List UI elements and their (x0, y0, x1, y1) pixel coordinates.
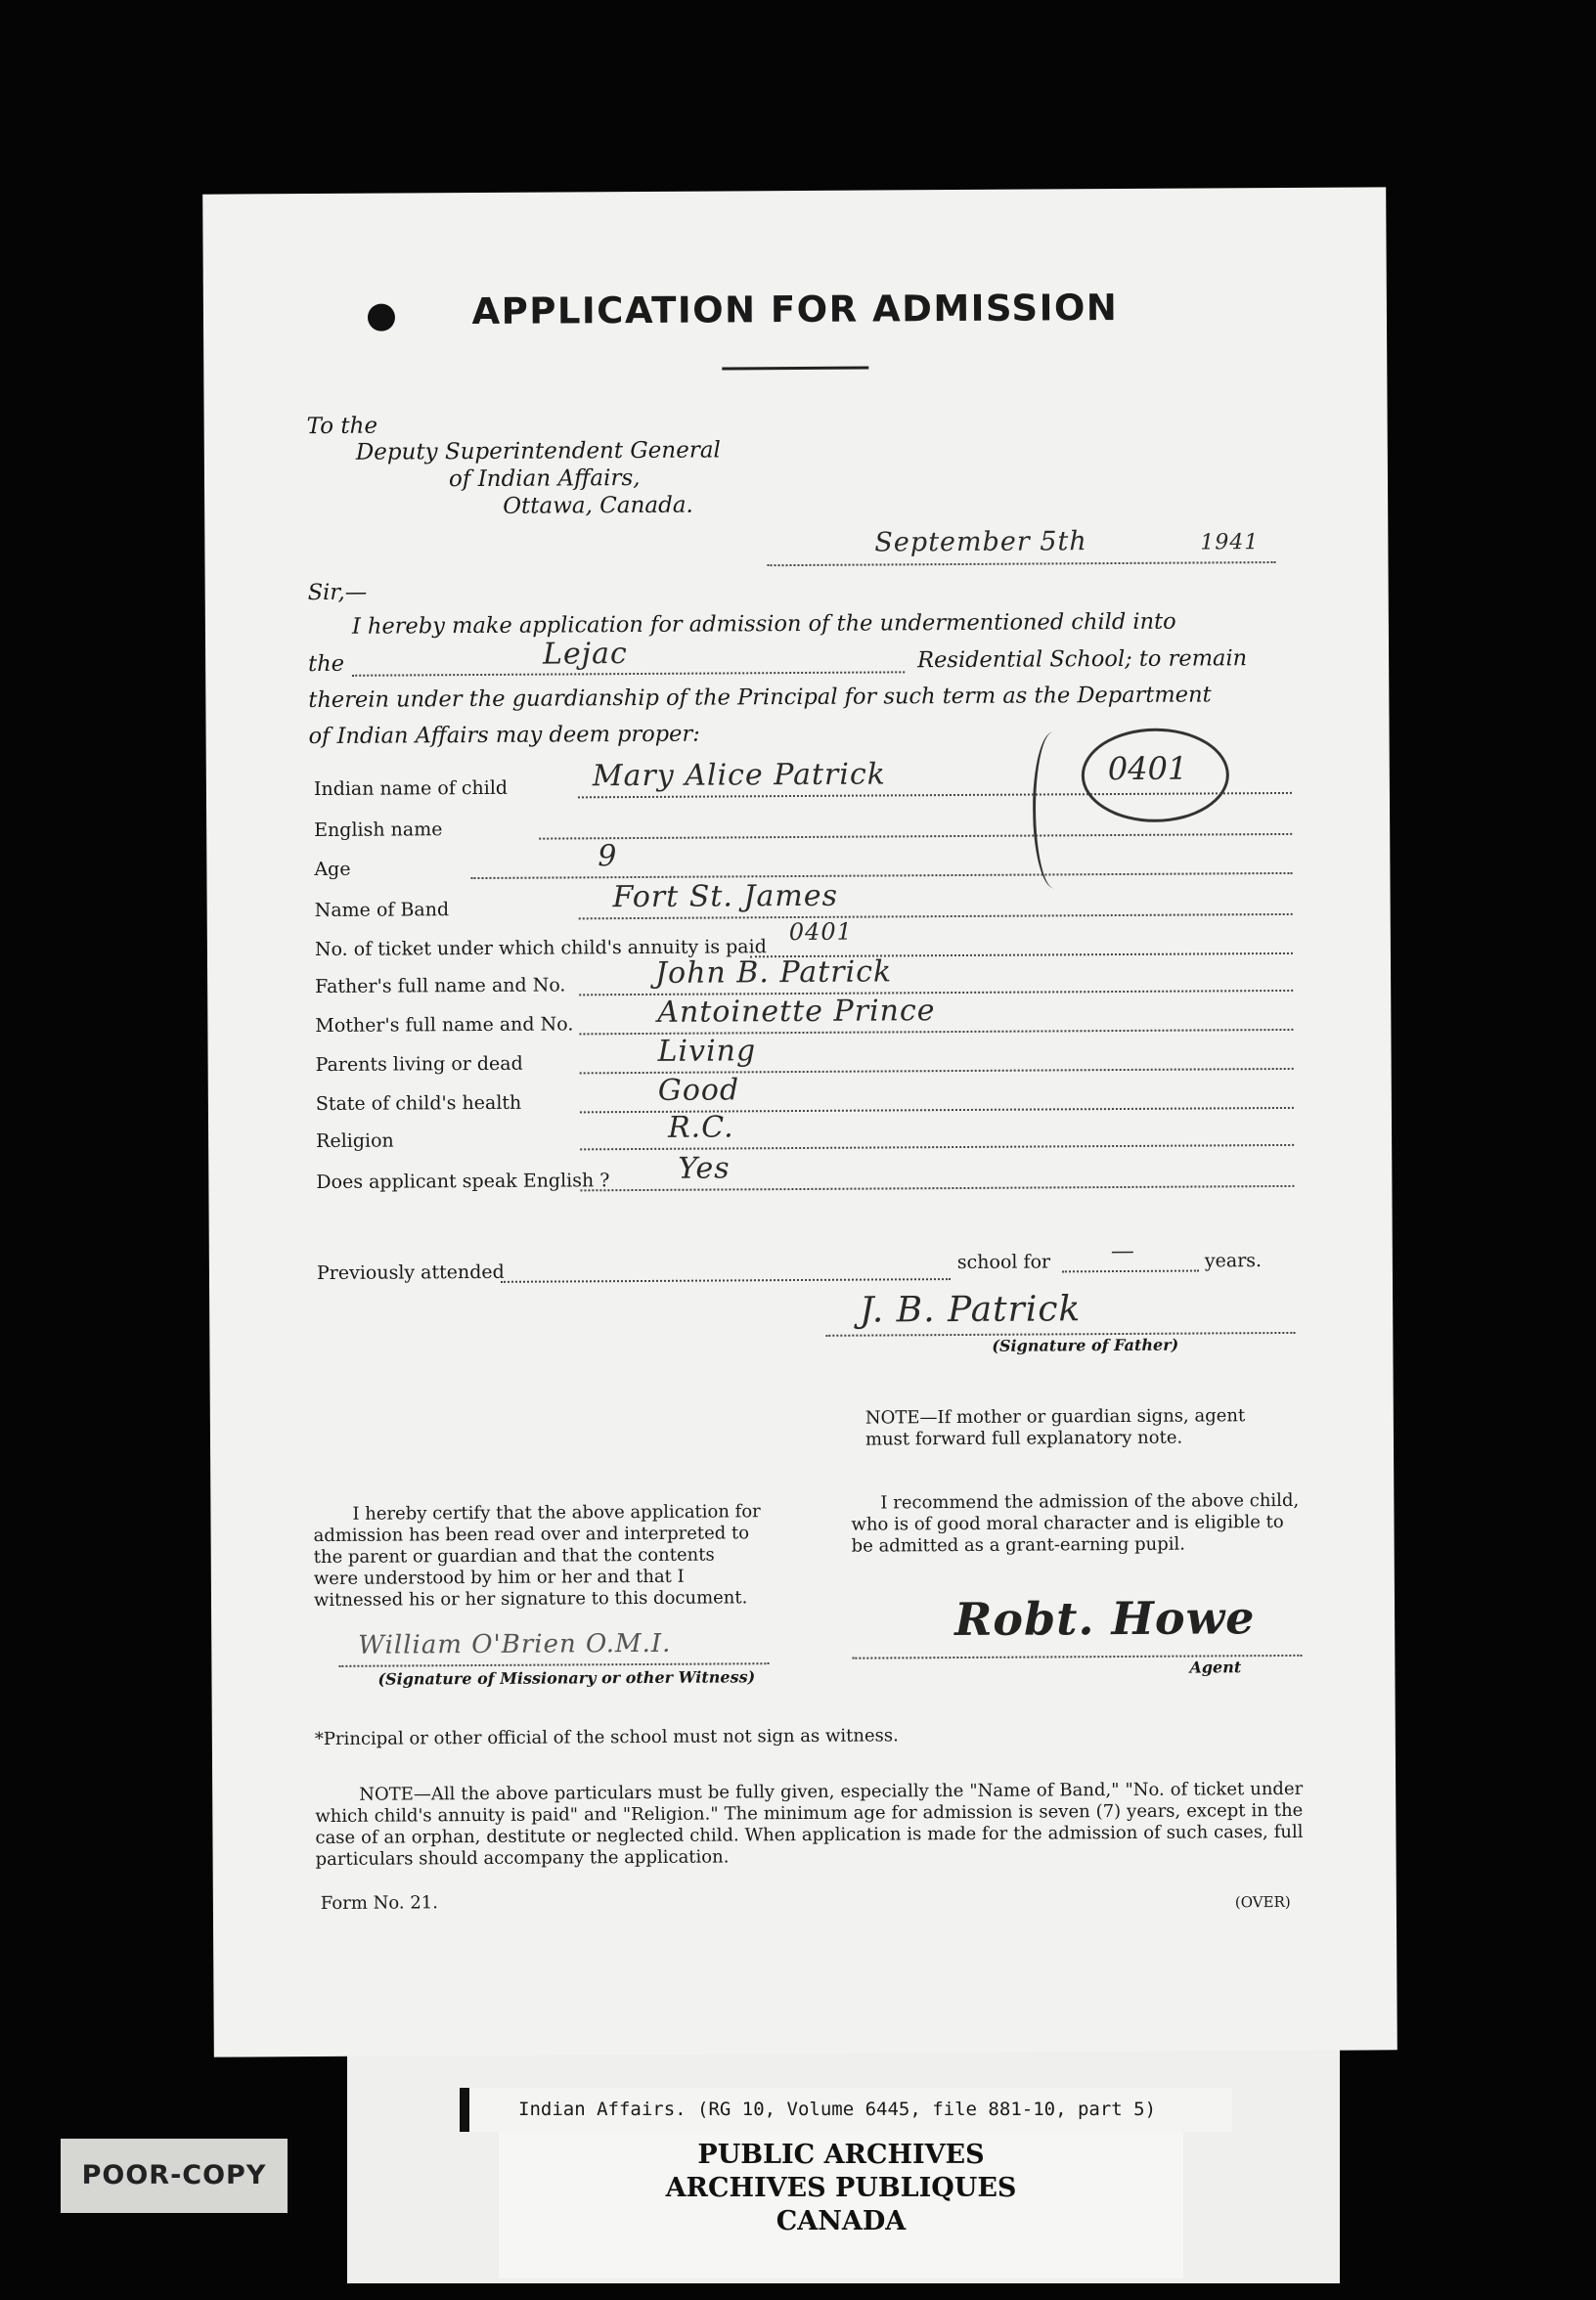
field-value: 0401 (788, 917, 853, 947)
intro-line-3: therein under the guardianship of the Principal for such term as the Department (308, 682, 1212, 714)
field-value: Fort St. James (612, 878, 839, 915)
circled-number: 0401 (1107, 749, 1188, 788)
address-line-3: of Indian Affairs, (448, 464, 641, 493)
field-label: Parents living or dead (315, 1052, 523, 1077)
school-for-line (1062, 1270, 1199, 1273)
note-mother: NOTE—If mother or guardian signs, agent must forward full explanatory note. (864, 1405, 1246, 1450)
previously-attended-line (501, 1278, 951, 1283)
recommend-text: I recommend the admission of the above child, who is of good moral character and is eligible to be admitted as a grant-earning pupil. (851, 1489, 1300, 1557)
field-label: Mother's full name and No. (315, 1013, 574, 1038)
date-field: September 5th (874, 526, 1087, 558)
father-signature: J. B. Patrick (860, 1289, 1082, 1331)
school-for-label: school for (956, 1251, 1051, 1274)
agent-signature: Robt. Howe (953, 1591, 1256, 1647)
poor-copy-stamp: POOR-COPY (61, 2139, 288, 2213)
agent-caption: Agent (1189, 1658, 1242, 1677)
intro-line-4: of Indian Affairs may deem proper: (308, 721, 700, 750)
page-title: APPLICATION FOR ADMISSION (471, 286, 1119, 333)
field-value: Mary Alice Patrick (592, 757, 887, 794)
certify-text: I hereby certify that the above application for admission has been read over and interpreted to the parent or guardian and that the contents were understood by him or her and that I witnessed his or her signature to this document. (313, 1501, 761, 1612)
archive-reference-label: Indian Affairs. (RG 10, Volume 6445, file 881-10, part 5) (460, 2088, 1232, 2132)
field-line (580, 1144, 1294, 1150)
field-label: State of child's health (315, 1091, 522, 1116)
title-divider (722, 367, 868, 371)
year-field: 1941 (1200, 530, 1260, 555)
archives-stamp-backing (347, 2029, 1340, 2283)
address-line-1: To the (306, 413, 378, 440)
date-line (768, 561, 1276, 566)
school-field: Lejac (542, 637, 628, 672)
school-for-value: — (1110, 1236, 1135, 1265)
field-value: Good (657, 1073, 740, 1108)
admission-form (202, 187, 1397, 2057)
address-line-4: Ottawa, Canada. (503, 492, 693, 519)
archives-line-3: CANADA (776, 2206, 907, 2236)
archives-line-1: PUBLIC ARCHIVES (697, 2140, 985, 2170)
field-line (539, 833, 1292, 840)
salutation: Sir,— (307, 579, 368, 606)
witness-signature-line (338, 1662, 769, 1667)
witness-caption: (Signature of Missionary or other Witness) (377, 1667, 756, 1689)
field-line (579, 913, 1293, 919)
previously-attended-label: Previously attended (316, 1261, 505, 1285)
field-label: No. of ticket under which child's annuity is paid (314, 936, 767, 961)
field-label: Name of Band (314, 899, 450, 922)
field-label: Does applicant speak English ? (316, 1170, 610, 1194)
address-line-2: Deputy Superintendent General (355, 437, 721, 465)
field-value: R.C. (667, 1110, 734, 1145)
field-label: Religion (316, 1129, 394, 1153)
bracket-mark (1033, 731, 1076, 888)
archives-stamp (499, 2132, 1183, 2278)
field-label: Age (314, 858, 351, 881)
school-line (352, 671, 905, 676)
intro-line-1: I hereby make application for admission of the undermentioned child into (351, 608, 1176, 640)
over-label: (OVER) (1234, 1892, 1291, 1912)
intro-the: the (308, 650, 345, 678)
field-line (470, 872, 1292, 879)
field-label: Father's full name and No. (315, 974, 566, 998)
footer-note: NOTE—All the above particulars must be fully given, especially the "Name of Band," "No. of ticket under which child's annuity is paid" and "Religion." The minimum age for admission is seven (7) years, except in the case of an orphan, destitute or neglected child. When application is made for the admission of such cases, full particulars should accompany the application. (315, 1778, 1304, 1871)
years-label: years. (1204, 1250, 1263, 1272)
field-value: Yes (678, 1151, 731, 1186)
witness-signature: William O'Brien O.M.I. (358, 1628, 672, 1660)
field-value: Living (657, 1034, 757, 1069)
field-value: John B. Patrick (654, 954, 893, 991)
archives-line-2: ARCHIVES PUBLIQUES (665, 2173, 1017, 2203)
field-value: 9 (598, 839, 618, 874)
field-line (580, 1185, 1294, 1191)
intro-line-2-end: Residential School; to remain (917, 645, 1248, 674)
field-value: Antoinette Prince (657, 994, 936, 1030)
form-number: Form No. 21. (320, 1892, 439, 1915)
field-label: Indian name of child (313, 776, 509, 801)
field-label: English name (314, 818, 443, 842)
father-signature-caption: (Signature of Father) (992, 1335, 1179, 1355)
principal-note: *Principal or other official of the school must not sign as witness. (314, 1725, 899, 1750)
